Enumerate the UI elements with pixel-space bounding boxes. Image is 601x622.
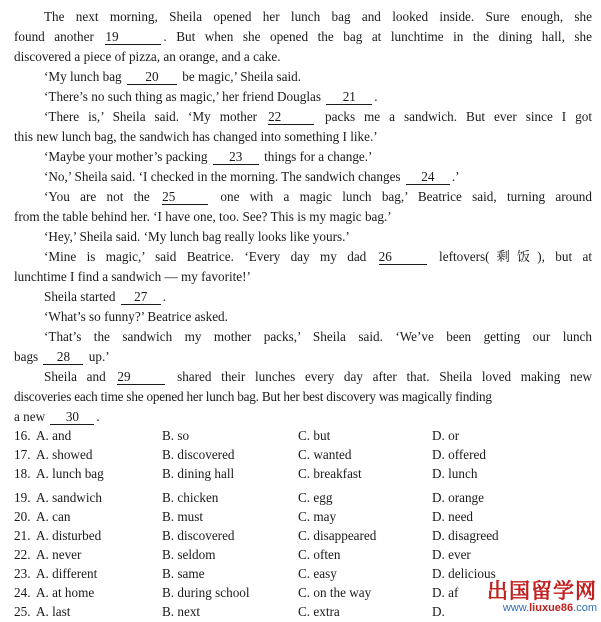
watermark-title: 出国留学网 (487, 579, 597, 603)
passage-line: The next morning, Sheila opened her lunch bag and looked inside. Sure enough, she (44, 9, 592, 24)
question-number: 24. (14, 585, 31, 600)
question-18 (14, 466, 594, 483)
option-b: B. discovered (162, 447, 235, 462)
option-c: C. wanted (298, 447, 352, 462)
answer-blank-20: 20 (127, 70, 177, 85)
passage-line: found another 19 . But when she opened the bag at lunchtime in the dining hall, she (14, 29, 592, 44)
passage-line: Sheila and 29 shared their lunches every day after that. Sheila loved making new (44, 369, 593, 384)
option-b: B. same (162, 566, 205, 581)
answer-blank-27: 27 (121, 290, 161, 305)
passage-line: ‘Maybe your mother’s packing 23 things for a change.’ (44, 149, 373, 164)
answer-blank-25: 25 (162, 190, 208, 205)
answer-blank-26: 26 (379, 250, 427, 265)
option-a: A. last (36, 604, 71, 619)
passage-line: Sheila started 27 . (44, 289, 167, 304)
answer-blank-23: 23 (213, 150, 259, 165)
option-c: C. but (298, 428, 331, 443)
answer-blank-21: 21 (326, 90, 372, 105)
answer-blank-28: 28 (43, 350, 83, 365)
option-d: D. disagreed (432, 528, 499, 543)
passage-line: discovered a piece of pizza, an orange, and a cake. (14, 49, 281, 64)
option-b: B. seldom (162, 547, 216, 562)
option-a: A. different (36, 566, 98, 581)
answer-blank-29: 29 (117, 370, 165, 385)
question-20 (14, 509, 594, 526)
question-number: 19. (14, 490, 31, 505)
option-c: C. easy (298, 566, 337, 581)
option-b: B. must (162, 509, 204, 524)
option-a: A. never (36, 547, 82, 562)
passage-line: ‘My lunch bag 20 be magic,’ Sheila said. (44, 69, 302, 84)
option-d: D. need (432, 509, 474, 524)
option-b: B. next (162, 604, 201, 619)
question-16 (14, 428, 594, 445)
passage-line: ‘That’s the sandwich my mother packs,’ Sheila said. ‘We’ve been getting our lunch (44, 329, 592, 344)
passage-line: ‘You are not the 25 one with a magic lunch bag,’ Beatrice said, turning around (44, 189, 592, 204)
question-17 (14, 447, 594, 464)
option-a: A. and (36, 428, 72, 443)
passage-line: ‘Mine is magic,’ said Beatrice. ‘Every day my dad 26 leftovers(剩饭), but at (44, 249, 593, 264)
answer-blank-30: 30 (50, 410, 94, 425)
passage-line: bags 28 up.’ (14, 349, 110, 364)
passage-line: ‘No,’ Sheila said. ‘I checked in the morning. The sandwich changes 24 .’ (44, 169, 460, 184)
option-c: C. breakfast (298, 466, 362, 481)
passage-line: ‘Hey,’ Sheila said. ‘My lunch bag really looks like yours.’ (44, 229, 350, 244)
option-d: D. ever (432, 547, 471, 562)
option-a: A. disturbed (36, 528, 102, 543)
question-number: 21. (14, 528, 31, 543)
option-d: D. offered (432, 447, 486, 462)
option-d: D. af (432, 585, 459, 600)
option-a: A. showed (36, 447, 93, 462)
option-d: D. (432, 604, 445, 619)
option-d: D. lunch (432, 466, 478, 481)
question-number: 20. (14, 509, 31, 524)
option-c: C. may (298, 509, 337, 524)
question-number: 22. (14, 547, 31, 562)
option-a: A. at home (36, 585, 95, 600)
passage-line: from the table behind her. ‘I have one, too. See? This is my magic bag.’ (14, 209, 392, 224)
option-a: A. can (36, 509, 71, 524)
passage-line: a new 30 . (14, 409, 100, 424)
option-b: B. chicken (162, 490, 219, 505)
passage-line: this new lunch bag, the sandwich has changed into something I like.’ (14, 129, 378, 144)
option-c: C. often (298, 547, 341, 562)
passage-line: lunchtime I find a sandwich — my favorite!’ (14, 269, 251, 284)
question-number: 25. (14, 604, 31, 619)
option-c: C. on the way (298, 585, 372, 600)
option-d: D. delicious (432, 566, 496, 581)
watermark-url: www.liuxue86.com (502, 602, 597, 614)
question-22 (14, 547, 594, 564)
site-watermark (461, 580, 597, 618)
option-a: A. sandwich (36, 490, 102, 505)
passage-line: discoveries each time she opened her lunch bag. But her best discovery was magically finding (14, 389, 492, 404)
option-b: B. discovered (162, 528, 235, 543)
option-b: B. during school (162, 585, 250, 600)
option-d: D. or (432, 428, 460, 443)
answer-blank-24: 24 (406, 170, 450, 185)
answer-blank-22: 22 (268, 110, 314, 125)
option-a: A. lunch bag (36, 466, 104, 481)
question-number: 23. (14, 566, 31, 581)
option-c: C. disappeared (298, 528, 377, 543)
answer-blank-19: 19 (105, 30, 161, 45)
question-number: 18. (14, 466, 31, 481)
passage-line: ‘What’s so funny?’ Beatrice asked. (44, 309, 228, 324)
option-c: C. egg (298, 490, 333, 505)
question-19 (14, 490, 594, 507)
option-b: B. dining hall (162, 466, 235, 481)
passage-line: ‘There is,’ Sheila said. ‘My mother 22 packs me a sandwich. But ever since I got (44, 109, 593, 124)
question-number: 17. (14, 447, 31, 462)
question-21 (14, 528, 594, 545)
option-c: C. extra (298, 604, 340, 619)
option-b: B. so (162, 428, 190, 443)
question-number: 16. (14, 428, 31, 443)
passage-line: ‘There’s no such thing as magic,’ her friend Douglas 21 . (44, 89, 378, 104)
option-d: D. orange (432, 490, 484, 505)
